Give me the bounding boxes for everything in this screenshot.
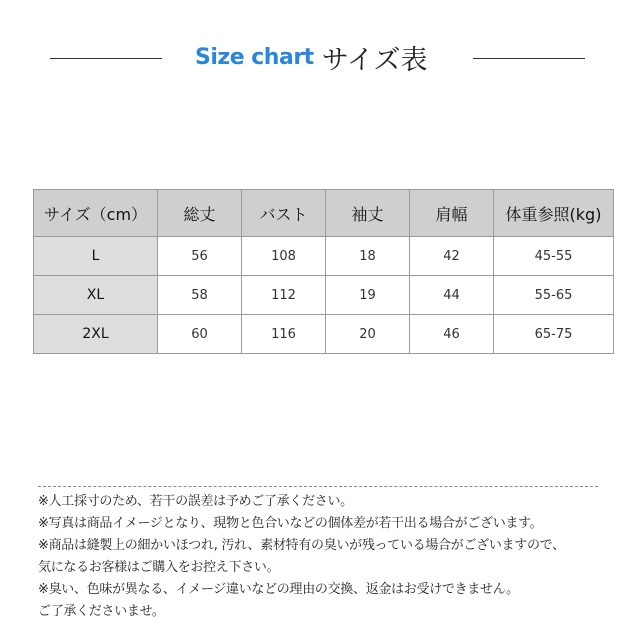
title-divider-right [473,58,585,59]
title-row [0,36,640,80]
row-size-label: XL [34,276,158,315]
cell-sleeve: 20 [326,315,410,354]
title-divider-left [50,58,162,59]
cell-bust: 108 [242,237,326,276]
cell-bust: 116 [242,315,326,354]
title-english: Size chart [195,45,314,70]
row-size-label: 2XL [34,315,158,354]
header-size: サイズ（cm） [34,190,158,237]
cell-shoulder: 46 [410,315,494,354]
cell-shoulder: 42 [410,237,494,276]
cell-weight: 65-75 [494,315,614,354]
cell-weight: 45-55 [494,237,614,276]
table-row [34,315,614,354]
title-japanese: サイズ表 [321,45,428,76]
row-size-label: L [34,237,158,276]
cell-bust: 112 [242,276,326,315]
table-header-row [34,190,614,237]
cell-sleeve: 18 [326,237,410,276]
cell-shoulder: 44 [410,276,494,315]
note-line: ※写真は商品イメージとなり、現物と色合いなどの個体差が若干出る場合がございます。 [38,516,543,531]
note-line: ご了承くださいませ。 [38,604,165,619]
table-row [34,276,614,315]
cell-length: 56 [158,237,242,276]
notes-section [38,486,598,623]
header-sleeve: 袖丈 [326,190,410,237]
note-line: ※人工採寸のため、若干の誤差は予めご了承ください。 [38,494,353,509]
header-shoulder: 肩幅 [410,190,494,237]
header-length: 総丈 [158,190,242,237]
note-line: ※臭い、色味が異なる、イメージ違いなどの理由の交換、返金はお受けできません。 [38,582,519,597]
size-table [33,189,614,354]
table-row [34,237,614,276]
page-title [195,38,428,77]
header-bust: バスト [242,190,326,237]
cell-length: 58 [158,276,242,315]
header-weight: 体重参照(kg) [494,190,614,237]
note-line: 気になるお客様はご購入をお控え下さい。 [38,560,280,575]
cell-sleeve: 19 [326,276,410,315]
note-line: ※商品は縫製上の細かいほつれ, 汚れ、素材特有の臭いが残っている場合がございますので、 [38,538,565,553]
cell-length: 60 [158,315,242,354]
cell-weight: 55-65 [494,276,614,315]
